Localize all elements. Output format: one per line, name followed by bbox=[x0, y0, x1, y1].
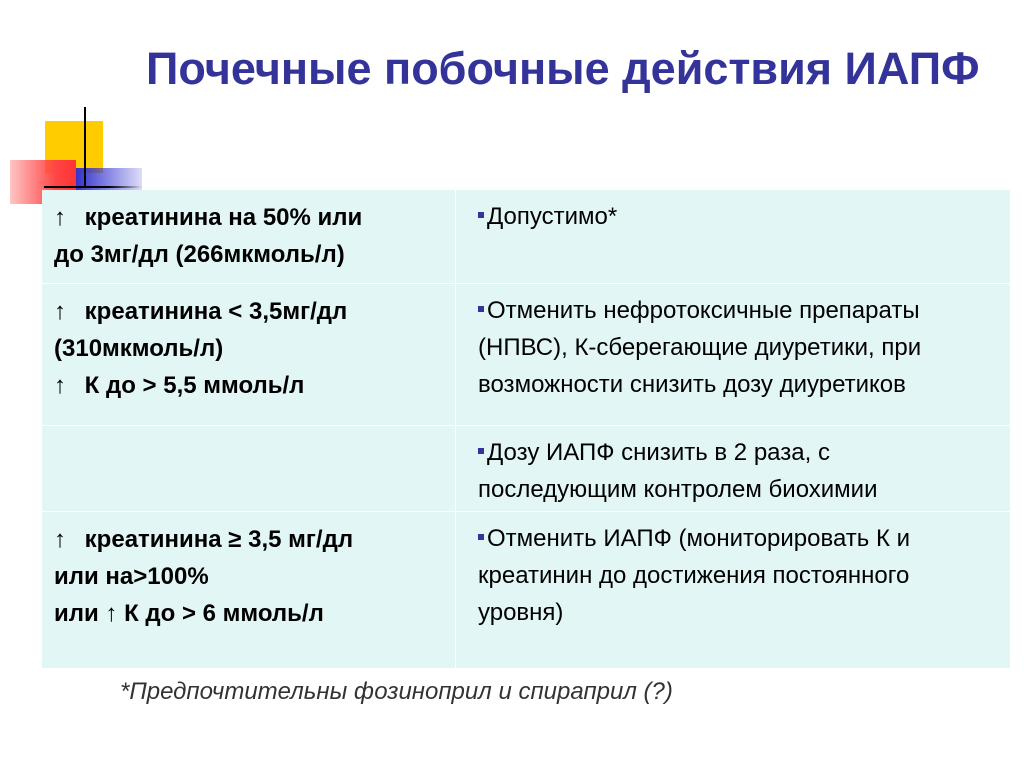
decor-vertical-line bbox=[84, 107, 86, 187]
condition-line: ↑ креатинина < 3,5мг/дл bbox=[54, 293, 455, 330]
action-line: креатинин до достижения постоянного bbox=[478, 562, 910, 589]
decor-horizontal-line bbox=[44, 186, 142, 188]
table-cell-action bbox=[456, 284, 1010, 426]
arrow-up-icon: ↑ bbox=[54, 298, 66, 325]
side-effects-table bbox=[42, 190, 1010, 668]
table-cell-condition bbox=[42, 284, 456, 426]
arrow-up-icon: ↑ bbox=[54, 372, 66, 399]
condition-line: до 3мг/дл (266мкмоль/л) bbox=[54, 241, 345, 268]
table-cell-condition-empty bbox=[42, 426, 456, 512]
table-cell-condition bbox=[42, 512, 456, 668]
condition-line: (310мкмоль/л) bbox=[54, 335, 224, 362]
condition-line: или на>100% bbox=[54, 563, 209, 590]
arrow-up-icon: ↑ bbox=[105, 600, 118, 627]
table-cell-action bbox=[456, 426, 1010, 512]
action-line: уровня) bbox=[478, 599, 564, 626]
action-line: последующим контролем биохимии bbox=[478, 476, 878, 503]
square-bullet-icon bbox=[478, 306, 484, 312]
condition-line: или ↑ К до > 6 ммоль/л bbox=[54, 595, 455, 632]
action-line: (НПВС), К-сберегающие диуретики, при bbox=[478, 334, 922, 361]
action-line: Дозу ИАПФ снизить в 2 раза, с bbox=[478, 434, 1004, 471]
table-cell-condition bbox=[42, 190, 456, 284]
square-bullet-icon bbox=[478, 448, 484, 454]
condition-line: ↑ К до > 5,5 ммоль/л bbox=[54, 367, 455, 404]
square-bullet-icon bbox=[478, 534, 484, 540]
condition-line: ↑ креатинина на 50% или bbox=[54, 199, 455, 236]
square-bullet-icon bbox=[478, 212, 484, 218]
action-line: возможности снизить дозу диуретиков bbox=[478, 371, 906, 398]
condition-line: ↑ креатинина ≥ 3,5 мг/дл bbox=[54, 521, 455, 558]
action-line: Отменить нефротоксичные препараты bbox=[478, 292, 1004, 329]
footnote: *Предпочтительны фозиноприл и спираприл (?) bbox=[120, 678, 673, 705]
action-line: Отменить ИАПФ (мониторировать К и bbox=[478, 520, 1004, 557]
page-title: Почечные побочные действия ИАПФ bbox=[146, 43, 980, 94]
action-line: Допустимо* bbox=[478, 198, 1004, 235]
table-cell-action bbox=[456, 190, 1010, 284]
arrow-up-icon: ↑ bbox=[54, 204, 66, 231]
arrow-up-icon: ↑ bbox=[54, 526, 66, 553]
table-cell-action bbox=[456, 512, 1010, 668]
